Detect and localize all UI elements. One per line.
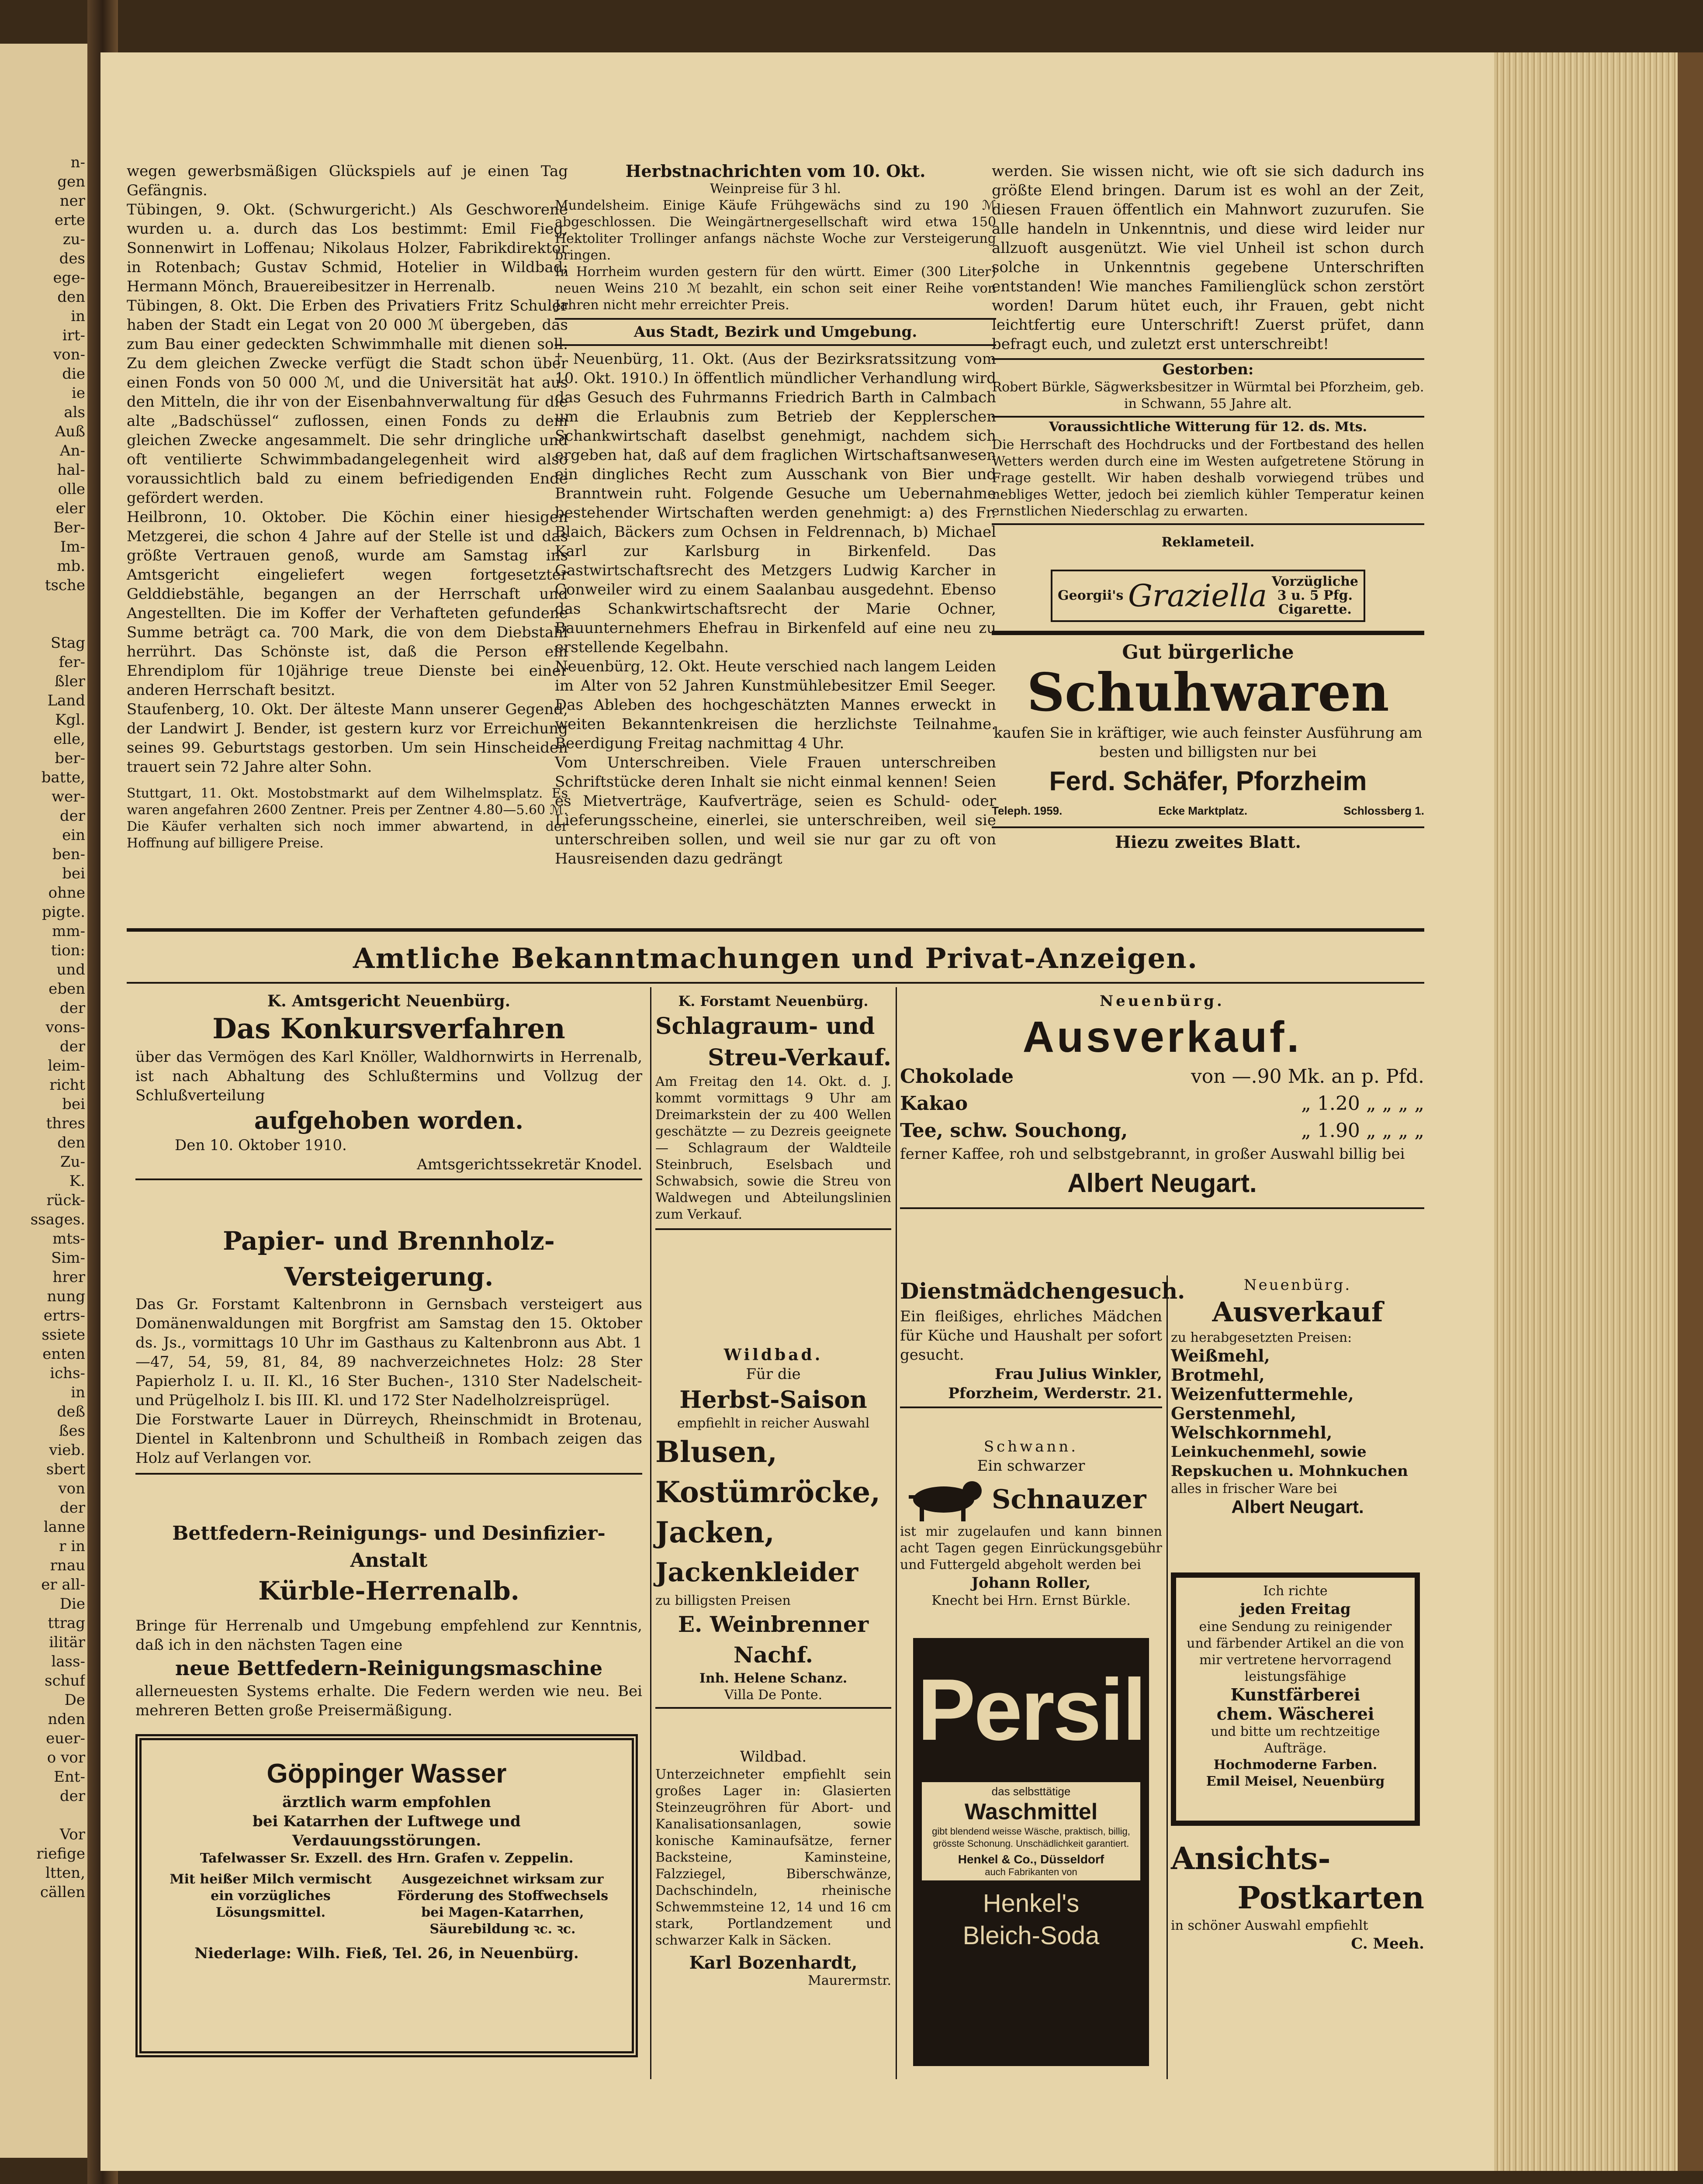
left-margin-line: den [57, 1134, 85, 1151]
bett-text2: allerneuesten Systems erhalte. Die Federn werden wie neu. Bei mehreren Betten große Preisermäßigung. [135, 1683, 642, 1719]
left-margin-line: ssiete [42, 1326, 85, 1344]
ad-konkurs [135, 992, 642, 1180]
left-margin-line: bei [62, 865, 85, 882]
left-margin-line: fer- [59, 653, 85, 671]
left-margin-line: Auß [55, 423, 85, 440]
konkurs-text: über das Vermögen des Karl Knöller, Waldhornwirts in Herrenalb, ist nach Abhaltung des Schlußtermins und Vollzug der Schlußverteilung [135, 1048, 642, 1104]
dienst-title: Dienstmädchengesuch. [900, 1278, 1185, 1304]
dienst-text: Ein fleißiges, ehrliches Mädchen für Küche und Haushalt per sofort gesucht. [900, 1308, 1162, 1364]
schlag-title2: Streu-Verkauf. [708, 1044, 891, 1071]
left-margin-line [0, 1806, 85, 1825]
meisel-l3: Hochmoderne Farben. [1213, 1757, 1378, 1773]
left-margin-line: ltten, [45, 1864, 85, 1882]
papier-text: Das Gr. Forstamt Kaltenbronn in Gernsbach versteigert aus Domänenwaldungen mit Borgfrist am Samstag den 15. Oktober ds. Js., vormittags 10 Uhr im Gasthaus zu Kaltenbronn aus Abt. 1—47, 54, 59, 81, 84, 89 nachverzeichnetes Holz: 28 Ster Papierholz I. u. II. Kl., 16 Ster Buchen-, 1310 Ster Nadelscheit- und Prügelholz I. bis III. Kl. und 172 Ster Nadelholzreisprügel. [135, 1296, 642, 1409]
left-margin-line: elle, [53, 730, 85, 748]
karten-sign: C. Meeh. [1351, 1935, 1424, 1952]
persil-l1: das selbsttätige [991, 1785, 1071, 1798]
schlag-head: K. Forstamt Neuenbürg. [678, 993, 869, 1009]
dienst-sign2: Pforzheim, Werderstr. 21. [948, 1385, 1162, 1402]
left-margin-line: eler [55, 500, 85, 517]
left-margin-line: irt- [62, 327, 85, 344]
left-margin-line: euer- [46, 1730, 85, 1747]
left-margin-line: sbert [46, 1461, 85, 1478]
left-margin-line: enten [42, 1345, 85, 1363]
left-margin-line: ein [62, 826, 85, 844]
col-rule-1 [650, 987, 651, 2079]
left-margin-line: und [56, 961, 85, 978]
page-stack-edge [1494, 52, 1678, 2171]
stadt-heading: Aus Stadt, Bezirk und Umgebung. [633, 323, 917, 341]
left-margin-line: der [59, 1038, 85, 1055]
left-margin-line: in [71, 308, 85, 325]
ad-dienstmaedchen [900, 1275, 1185, 1408]
left-margin-line: rück- [46, 1192, 85, 1209]
nga-text: ferner Kaffee, roh und selbstgebrannt, in großer Auswahl billig bei [900, 1145, 1405, 1163]
av2-l1: zu herabgesetzten Preisen: [1171, 1330, 1352, 1345]
schuh-text: kaufen Sie in kräftiger, wie auch feinster Ausführung am besten und billigsten nur bei [993, 724, 1423, 761]
meisel-firm2: chem. Wäscherei [1216, 1704, 1374, 1724]
left-margin-line: ertrs- [43, 1307, 85, 1324]
wb-head: Wildbad. [723, 1346, 823, 1364]
dienst-sign1: Frau Julius Winkler, [995, 1365, 1162, 1383]
av2-firm: Albert Neugart. [1231, 1496, 1364, 1517]
left-margin-line: die [62, 365, 85, 383]
wb-item: Jackenkleider [655, 1557, 858, 1588]
col1-paragraph: Heilbronn, 10. Oktober. Die Köchin einer hiesigen Metzgerei, die schon 4 Jahre auf der Stelle ist und das größte Vertrauen genoß, wurde am Samstag ins Amtsgericht eingeliefert wegen fortgesetzter Gelddiebstähle, begangen an der Herrschaft und Angestellten. Die im Koffer der Verhafteten gefundene Summe beträgt ca. 700 Mark, die von dem Diebstahl herrührt. Das Schönste ist, daß die Person ein Ehrendiplom für 10jährige treue Dienste bei einer anderen Herrschaft besitzt. [127, 508, 568, 699]
ad-neugart-ausverkauf [900, 992, 1424, 1209]
news-column-3 [992, 162, 1424, 852]
persil-l3: gibt blendend weisse Wäsche, praktisch, billig, grösste Schonung. Unschädlichkeit garantiert. [932, 1826, 1130, 1849]
wb-item: Jacken, [655, 1515, 775, 1549]
left-margin-line: richt [49, 1076, 85, 1094]
stadt-p4: Neuenbürg, 12. Okt. Heute verschied nach langem Leiden im Alter von 52 Jahren Kunstmühlebesitzer Emil Seeger. Das Ableben des hochgeschätzten Mannes erweckt in weiten Bekanntenkreisen die herzlichste Teilnahme. Beerdigung Freitag nachmittag 4 Uhr. [555, 658, 996, 752]
goepp-foot: Niederlage: Wilh. Fieß, Tel. 26, in Neuenbürg. [194, 1945, 579, 1962]
wb-villa: Villa De Ponte. [724, 1687, 823, 1703]
av2-item: Leinkuchenmehl, sowie [1171, 1443, 1367, 1461]
left-margin-line: De [64, 1691, 85, 1709]
banner-rule-2 [127, 982, 1424, 984]
left-margin-line: ege- [53, 269, 85, 287]
left-margin-line: olle [58, 480, 85, 498]
schn-sign2: Knecht bei Hrn. Ernst Bürkle. [931, 1593, 1131, 1608]
persil-l4: Henkel & Co., Düsseldorf [958, 1852, 1104, 1866]
left-margin-line: er all- [41, 1576, 85, 1593]
ads-banner: Amtliche Bekanntmachungen und Privat-Anzeigen. [353, 942, 1198, 975]
left-margin-line: nden [48, 1711, 85, 1728]
karten-title2: Postkarten [1237, 1880, 1424, 1916]
col1-paragraph: Tübingen, 9. Okt. (Schwurgericht.) Als Geschworene wurden u. a. durch das Los bestimmt: Emil Fieg, Sonnenwirt in Loffenau; Nikolaus Holzer, Fabrikdirektor in Rotenbach; Gustav Schmid, Hotelier in Wildbad; Hermann Mönch, Brauereibesitzer in Herrenalb. [127, 201, 568, 295]
ad-bettfedern [135, 1520, 642, 1720]
goepp-l3: Tafelwasser Sr. Exzell. des Hrn. Grafen v. Zeppelin. [200, 1851, 574, 1866]
av2-item: Weißmehl, [1171, 1346, 1270, 1365]
goepp-columns [159, 1871, 614, 1938]
goepp-right: Ausgezeichnet wirksam zur Förderung des Stoffwechsels bei Magen-Katarrhen, Säurebildung ꝛc. ꝛc. [397, 1872, 609, 1937]
meisel-text: eine Sendung zu reinigender und färbender Artikel an die von mir vertretene hervorragend leistungsfähige [1187, 1619, 1404, 1684]
left-margin-line: Ber- [53, 519, 85, 536]
reklame-head: Reklameteil. [1161, 535, 1255, 550]
meisel-l2: jeden Freitag [1240, 1600, 1351, 1618]
konkurs-big: aufgehoben worden. [254, 1106, 524, 1134]
left-margin-line: ttrag [48, 1614, 85, 1632]
left-margin-line: tion: [51, 942, 85, 959]
left-page-fragment [0, 44, 87, 2158]
left-margin-text [0, 153, 85, 1902]
papier-text2: Die Forstwarte Lauer in Dürreych, Rheinschmidt in Brotenau, Dientel in Kaltenbronn und Schultheiß in Rombach zeigen das Holz auf Verlangen vor. [135, 1411, 642, 1467]
av2-head: Neuenbürg. [1243, 1276, 1352, 1294]
ad-papier [135, 1223, 642, 1475]
left-margin-line: bei [62, 1095, 85, 1113]
left-margin-line: erte [54, 211, 85, 229]
col1-paragraph: Stuttgart, 11. Okt. Mostobstmarkt auf dem Wilhelmsplatz. Es waren angefahren 2600 Zentner. Preis per Zentner 4.80—5.60 ℳ. Die Käufer verhalten sich noch immer abwartend, in der Hoffnung auf billigere Preise. [127, 786, 568, 851]
wetter-text: Die Herrschaft des Hochdrucks und der Fortbestand des hellen Wetters werden durch eine im Westen aufgetretene Störung in Frage gestellt. Wir haben deshalb vorwiegend trübes und nebliges Wetter, jedoch bei ziemlich kühler Temperatur keinen ernstlichen Niederschlag zu erwarten. [992, 437, 1424, 519]
left-margin-line: ben- [52, 846, 85, 863]
left-margin-line: r in [59, 1538, 85, 1555]
av2-title: Ausverkauf [1212, 1296, 1383, 1328]
bett-title1: Bettfedern-Reinigungs- und Desinfizier-Anstalt [172, 1522, 606, 1572]
left-margin-line: des [59, 250, 85, 267]
left-margin-line: ichs- [50, 1365, 85, 1382]
wb-l3: zu billigsten Preisen [655, 1593, 791, 1608]
left-margin-line: n- [70, 154, 85, 171]
ad-weinbrenner [655, 1345, 891, 1709]
stadt-p5: Vom Unterschreiben. Viele Frauen unterschreiben Schriftstücke deren Inhalt sie nicht einmal kennen! Seien es Mietverträge, Kaufverträge, seien es Schuld- oder Lieferungsscheine, einerlei, sie unterschreiben, weil sie unterschreiben sollen, und weil sie nur gar zu oft von Hausreisenden dazu gedrängt [555, 754, 996, 867]
schn-title: Schnauzer [992, 1484, 1146, 1515]
left-margin-line: lanne [43, 1518, 85, 1536]
left-margin-line: nung [47, 1288, 85, 1305]
weinpreise-sub: Weinpreise für 3 hl. [710, 181, 841, 197]
left-margin-line: von- [53, 346, 85, 363]
left-margin-line: der [59, 1787, 85, 1805]
nga-title: Ausverkauf. [1022, 1013, 1302, 1061]
left-margin-line: Kgl. [55, 711, 85, 729]
left-margin-line: vons- [45, 1019, 85, 1036]
ad-meisel [1171, 1572, 1420, 1826]
persil-brand: Persil [917, 1661, 1145, 1759]
schn-text: ist mir zugelaufen und kann binnen acht Tagen gegen Einrückungsgebühr und Futtergeld abgeholt werden bei [900, 1524, 1162, 1572]
nga-row: Tee, schw. Souchong, „ 1.90 „ „ „ „ [900, 1120, 1424, 1142]
wb-firm: E. Weinbrenner Nachf. [678, 1611, 869, 1668]
meisel-sign: Emil Meisel, Neuenbürg [1206, 1774, 1385, 1789]
left-margin-line: in [71, 1384, 85, 1401]
left-margin-line: Land [47, 692, 85, 709]
bett-text: Bringe für Herrenalb und Umgebung empfehlend zur Kenntnis, daß ich in den nächsten Tagen eine [135, 1617, 642, 1654]
bett-big: neue Bettfedern-Reinigungsmaschine [175, 1656, 603, 1680]
left-margin-line: Stag [51, 634, 85, 652]
left-margin-line: Die [59, 1595, 85, 1613]
left-margin-line: ohne [48, 884, 85, 902]
col-rule-2 [896, 987, 897, 2079]
konkurs-sign: Amtsgerichtssekretär Knodel. [417, 1156, 642, 1173]
graziella-right: Vorzügliche 3 u. 5 Pfg. Cigarette. [1271, 574, 1358, 617]
konkurs-head: K. Amtsgericht Neuenbürg. [267, 992, 511, 1010]
newspaper-page [100, 52, 1494, 2171]
left-margin-line: von [58, 1480, 85, 1497]
left-margin-line: ßler [55, 673, 85, 690]
left-margin-line: rnau [50, 1557, 85, 1574]
av2-item: Brotmehl, [1171, 1365, 1265, 1385]
left-margin-line: gen [57, 173, 85, 190]
meisel-firm1: Kunstfärberei [1230, 1685, 1360, 1704]
goepp-left: Mit heißer Milch vermischt ein vorzügliches Lösungsmittel. [170, 1872, 372, 1920]
left-margin-line: ie [72, 384, 85, 402]
left-margin-line: als [64, 404, 85, 421]
left-margin-line: cällen [40, 1883, 85, 1901]
persil-l7: Bleich-Soda [962, 1921, 1100, 1950]
av2-item: Gerstenmehl, [1171, 1403, 1297, 1423]
av2-item: Repskuchen u. Mohnkuchen [1171, 1462, 1408, 1480]
col1-paragraph: Staufenberg, 10. Okt. Der älteste Mann unserer Gegend, der Landwirt J. Bender, ist gestern kurz vor Erreichung seines 99. Geburtstags gestorben. Um sein Hinscheiden trauert sein 72 Jahre alter Sohn. [127, 701, 568, 776]
wb-owner: Inh. Helene Schanz. [699, 1671, 848, 1686]
book-cover-edge [1678, 52, 1703, 2171]
schn-l1: Ein schwarzer [977, 1457, 1085, 1475]
goepp-l2: bei Katarrhen der Luftwege und Verdauungsstörungen. [253, 1813, 521, 1849]
schn-titlerow [900, 1476, 1162, 1524]
papier-title: Papier- und Brennholz-Versteigerung. [223, 1226, 555, 1292]
nga-row: Chokolade von —.90 Mk. an p. Pfd. [900, 1065, 1424, 1088]
schn-sign: Johann Roller, [971, 1574, 1091, 1592]
bett-title2: Kürble-Herrenalb. [258, 1576, 519, 1606]
left-margin-line: ßes [59, 1422, 85, 1440]
graziella-left: Georgii's [1058, 588, 1124, 603]
gestorben-head: Gestorben: [1162, 361, 1254, 378]
schuh-firm: Ferd. Schäfer, Pforzheim [1049, 766, 1367, 796]
ad-goeppinger [135, 1734, 638, 2057]
news-column-1 [127, 162, 568, 852]
graziella-ad [1051, 570, 1365, 622]
left-margin-line: thres [46, 1115, 85, 1132]
goepp-l1: ärztlich warm empfohlen [282, 1794, 491, 1811]
ad-bozenhardt [655, 1747, 891, 1989]
left-margin-line: den [57, 288, 85, 306]
left-margin-line: der [59, 1499, 85, 1517]
karten-text: in schöner Auswahl empfiehlt [1171, 1918, 1368, 1933]
left-margin-line: Ent- [54, 1768, 85, 1786]
nga-row: Kakao „ 1.20 „ „ „ „ [900, 1092, 1424, 1115]
ad-ansichtskarten [1171, 1839, 1424, 1953]
left-margin-line: leim- [48, 1057, 85, 1075]
left-margin-line: ner [59, 192, 85, 210]
meisel-l1: Ich richte [1263, 1583, 1328, 1599]
left-margin-line: wer- [52, 788, 85, 805]
konkurs-date: Den 10. Oktober 1910. [175, 1137, 347, 1154]
schn-head: Schwann. [983, 1438, 1079, 1455]
left-margin-line: Vor [59, 1826, 85, 1843]
left-margin-line: An- [60, 442, 85, 460]
meisel-text2: und bitte um rechtzeitige Aufträge. [1211, 1724, 1380, 1756]
col1-paragraph: Tübingen, 8. Okt. Die Erben des Privatiers Fritz Schuler haben der Stadt ein Legat von 20 000 ℳ übergeben, das zum Bau einer gedeckten Schwimmhalle mit dienen soll. Zu dem gleichen Zwecke verfügt die Stadt schon über einen Fonds von 50 000 ℳ, und die Universität hat aus den Mitteln, die ihr von der Eisenbahnverwaltung für die alte „Badschüssel“ zuflossen, einen Fonds zu dem gleichen Zwecke angesammelt. Die sehr dringliche und oft ventilierte Schwimmbadangelegenheit wird also voraussichtlich bald zu einem befriedigenden Ende gefördert werden. [127, 297, 568, 507]
gestorben-text: Robert Bürkle, Sägwerksbesitzer in Würmtal bei Pforzheim, geb. in Schwann, 55 Jahre alt. [992, 380, 1424, 411]
col3-p1: werden. Sie wissen nicht, wie oft sie sich dadurch ins größte Elend bringen. Darum ist es wohl an der Zeit, diesen Frauen öffentlich ein Mahnwort zuzurufen. Sie alle handeln in Unkenntnis, und diese wird leider nur allzuoft ausgenützt. Wie viel Unheil ist schon durch solche in Unkenntnis gegebene Unterschriften entstanden! Wie manches Familienglück schon zerstört worden! Darum hütet euch, ihr Frauen, gebt nicht leichtfertig eure Unterschrift! Zuerst prüfet, dann befragt euch, und zuletzt erst unterschreibt! [992, 162, 1424, 353]
ad-schnauzer [900, 1437, 1162, 1609]
ad-ausverkauf-mehl [1171, 1275, 1424, 1517]
persil-l6: Henkel's [983, 1889, 1080, 1918]
left-margin-line: hal- [57, 461, 85, 479]
left-margin-line: riefige [36, 1845, 85, 1863]
herbst-p2: In Horrheim wurden gestern für den württ. Eimer (300 Liter) neuen Weins 210 ℳ bezahlt, ein schon seit einer Reihe von Jahren nicht mehr erreichter Preis. [555, 264, 996, 313]
left-margin-line: eben [48, 980, 85, 998]
boz-addr: Maurermstr. [808, 1973, 891, 1988]
boz-firm: Karl Bozenhardt, [689, 1952, 858, 1973]
left-margin-line: mm- [52, 923, 85, 940]
nga-head: Neuenbürg. [1100, 992, 1225, 1010]
left-margin-line: schuf [45, 1672, 85, 1690]
boz-head: Wildbad. [740, 1748, 807, 1766]
left-margin-line: deß [57, 1403, 85, 1420]
stadt-p3: † Neuenbürg, 11. Okt. (Aus der Bezirksratssitzung vom 10. Okt. 1910.) In öffentlich mündlicher Verhandlung wird das Gesuch des Fuhrmanns Friedrich Barth in Calmbach um die Erlaubnis zum Betrieb der Kepplerschen Schankwirtschaft daselbst genehmigt, nachdem sich ergeben hat, daß auf dem fraglichen Wirtschaftsanwesen ein dingliches Recht zum Ausschank von Bier und Branntwein ruht. Folgende Gesuche um Uebernahme bestehender Wirtschaften werden genehmigt: a) des Fr. Blaich, Bäckers zum Ochsen in Feldrennach, b) Michael Karl zur Karlsburg in Birkenfeld. Das Gastwirtschaftsrecht des Metzgers Ludwig Karcher in Conweiler wird zu einem Saalanbau ausgedehnt. Ebenso das Schankwirtschaftsrecht der Marie Ochner, Bauunternehmers Ehefrau in Birkenfeld auf eine neu zu erstellende Kegelbahn. [555, 350, 996, 656]
banner-rule [127, 928, 1424, 932]
av2-item: Weizenfuttermehle, [1171, 1384, 1354, 1404]
left-margin-line: vieb. [49, 1441, 85, 1459]
dog-icon [900, 1476, 987, 1524]
left-margin-line: K. [69, 1172, 85, 1190]
left-margin-line: zu- [62, 231, 85, 248]
left-margin-line: der [59, 999, 85, 1017]
left-margin-line: der [59, 807, 85, 825]
wetter-head: Voraussichtliche Witterung für 12. ds. Mts. [1049, 419, 1367, 435]
nga-firm: Albert Neugart. [1067, 1168, 1257, 1198]
wb-l1: Für die [746, 1365, 801, 1383]
schuh-footer: Teleph. 1959. Ecke Marktplatz. Schlossberg 1. [992, 804, 1424, 817]
schuh-top: Gut bürgerliche [1122, 641, 1294, 663]
hiezu-line: Hiezu zweites Blatt. [1115, 832, 1301, 852]
wb-title: Herbst-Saison [679, 1386, 867, 1413]
left-margin-line: tsche [45, 577, 85, 594]
herbst-heading: Herbstnachrichten vom 10. Okt. [625, 161, 926, 181]
schlag-text: Am Freitag den 14. Okt. d. J. kommt vormittags 9 Uhr am Dreimarkstein der zu 400 Wellen geschätzte — zu Dezreis geeignete — Schlagraum der Waldteile Steinbruch, Eselsbach und Schwabsich, sowie die Streu von Waldwegen und Abteilungslinien zum Verkauf. [655, 1074, 891, 1222]
persil-l5: auch Fabrikanten von [985, 1866, 1077, 1877]
goepp-title: Göppinger Wasser [267, 1759, 507, 1789]
schlag-title1: Schlagraum- und [655, 1013, 875, 1040]
wb-l2: empfiehlt in reicher Auswahl [677, 1416, 870, 1431]
left-margin-line: Sim- [51, 1249, 85, 1267]
left-margin-line [0, 595, 85, 614]
schuh-big: Schuhwaren [1027, 662, 1389, 723]
left-margin-line: pigte. [42, 903, 85, 921]
boz-text: Unterzeichneter empfiehlt sein großes Lager in: Glasierten Steinzeugröhren für Abort- und Kanalisationsanlagen, sowie konische Kaminaufsätze, ferner Backsteine, Kaminsteine, Falzziegel, Biberschwänze, Dachschindeln, rheinische Schwemmsteine 12, 14 und 16 cm stark, Portlandzement und schwarzer Kalk in Säcken. [655, 1767, 891, 1948]
graziella-brand: Graziella [1128, 578, 1267, 614]
col1-paragraph: wegen gewerbsmäßigen Glückspiels auf je einen Tag Gefängnis. [127, 162, 568, 199]
av2-l2: alles in frischer Ware bei [1171, 1481, 1337, 1496]
left-margin-line: Zu- [60, 1153, 85, 1171]
left-margin-line: ilitär [49, 1634, 85, 1651]
left-margin-line: mts- [52, 1230, 85, 1248]
herbst-p1: Mundelsheim. Einige Käufe Frühgewächs sind zu 190 ℳ abgeschlossen. Die Weingärtnergesellschaft wird etwa 150 Hektoliter Trollinger anfangs nächste Woche zur Versteigerung bringen. [555, 198, 996, 263]
left-margin-line: ber- [55, 750, 85, 767]
wb-item: Kostümröcke, [655, 1475, 881, 1509]
ad-schlagraum [655, 992, 891, 1230]
left-margin-line: mb. [57, 557, 85, 575]
left-margin-line: lass- [51, 1653, 85, 1670]
left-margin-line: ssages. [30, 1211, 85, 1228]
av2-item: Welschkornmehl, [1171, 1423, 1333, 1442]
left-margin-line: Im- [60, 538, 85, 556]
left-margin-line: o vor [47, 1749, 85, 1766]
konkurs-title: Das Konkursverfahren [212, 1013, 565, 1045]
news-column-2 [555, 162, 996, 868]
left-margin-line [0, 614, 85, 633]
karten-title1: Ansichts- [1171, 1840, 1331, 1876]
left-margin-line: hrer [52, 1268, 85, 1286]
ad-persil [913, 1638, 1149, 2066]
left-margin-line: batte, [41, 769, 85, 786]
persil-l2: Waschmittel [964, 1799, 1098, 1825]
wb-item: Blusen, [655, 1435, 777, 1469]
col-rule-3 [1166, 1275, 1168, 2079]
